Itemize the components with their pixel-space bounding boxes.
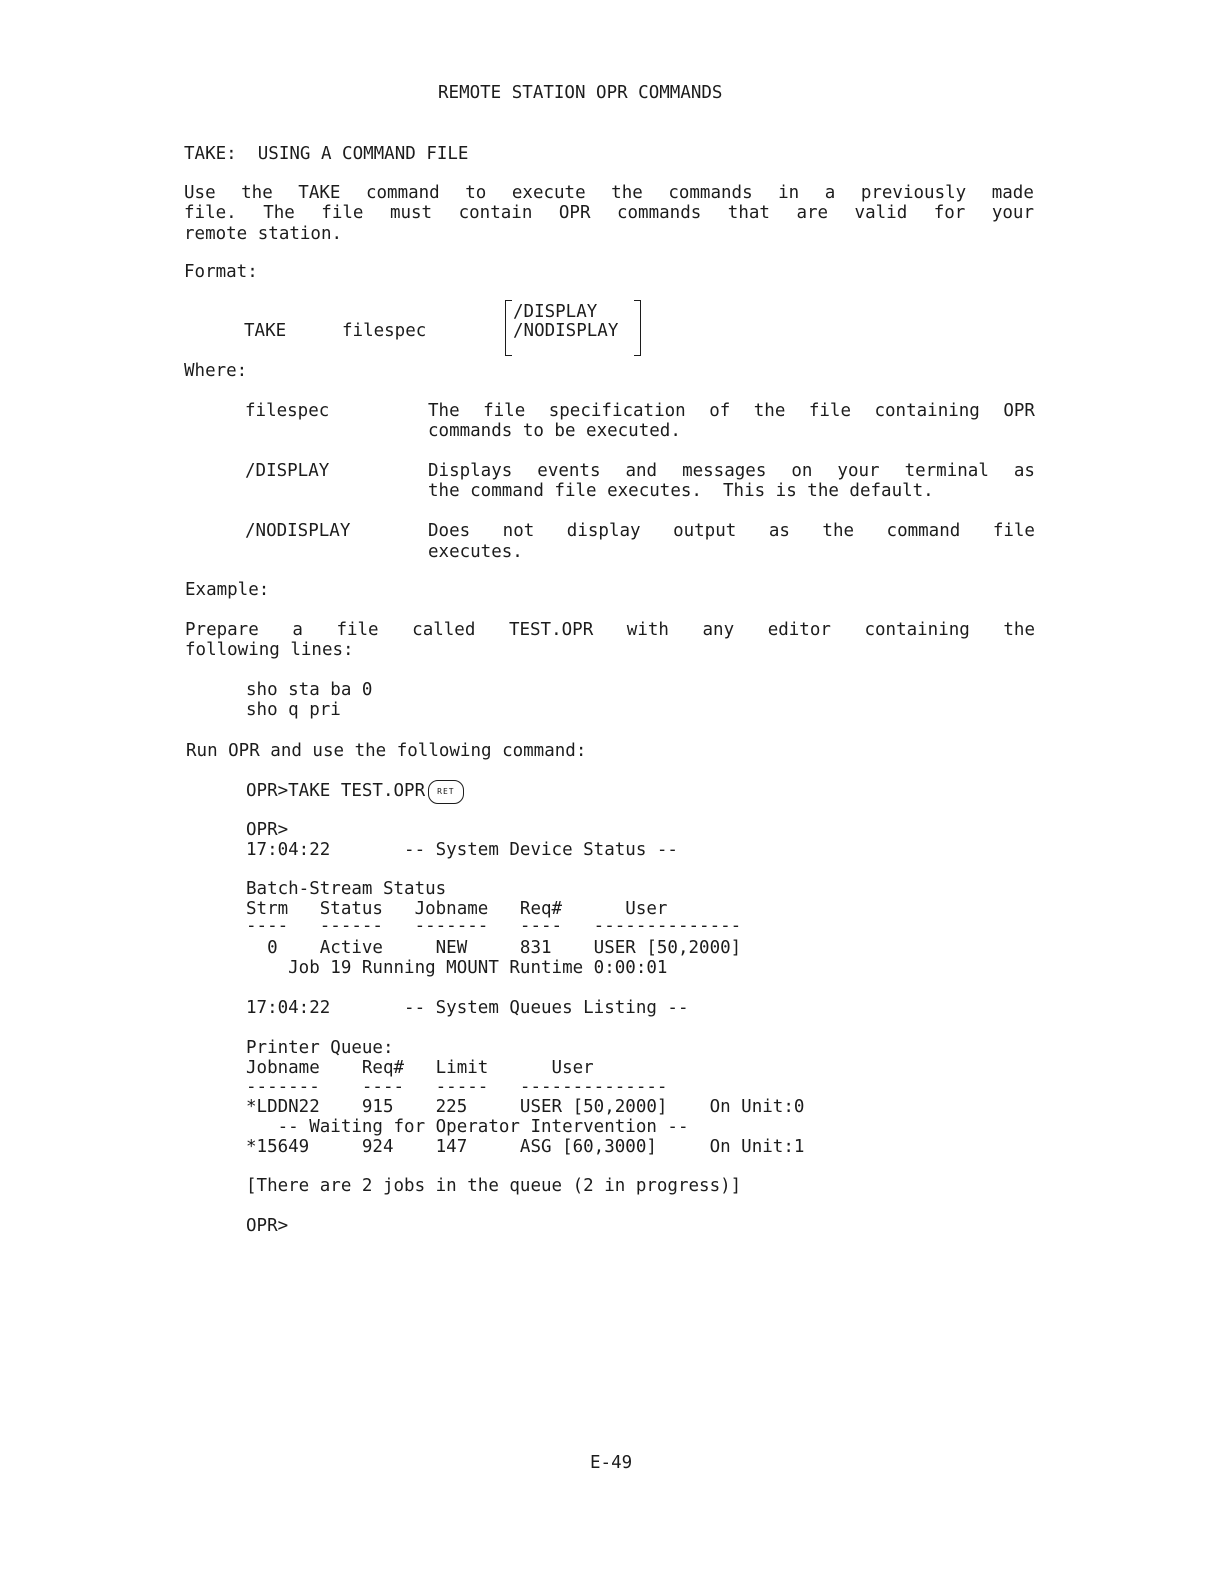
- switch-nodisplay: /NODISPLAY: [513, 321, 619, 341]
- word: with: [626, 620, 669, 640]
- format-label: Format:: [184, 262, 258, 282]
- word: file: [321, 203, 364, 223]
- where-term-nodisplay: /NODISPLAY: [245, 521, 351, 541]
- output-line: -- Waiting for Operator Intervention --: [246, 1117, 689, 1137]
- word: a: [292, 620, 303, 640]
- word: the: [1003, 620, 1035, 640]
- word: OPR: [558, 203, 591, 223]
- where-desc-nodisplay-line-2: executes.: [428, 542, 523, 562]
- word: your: [837, 461, 880, 481]
- word: file: [808, 401, 851, 421]
- output-line: 0 Active NEW 831 USER [50,2000]: [246, 938, 742, 958]
- output-line: Batch-Stream Status: [246, 879, 447, 899]
- word: specification: [548, 401, 686, 421]
- page-title: REMOTE STATION OPR COMMANDS: [438, 83, 723, 103]
- word: containing: [864, 620, 970, 640]
- output-line: *LDDN22 915 225 USER [50,2000] On Unit:0: [246, 1097, 805, 1117]
- word: display: [566, 521, 641, 541]
- word: as: [768, 521, 790, 541]
- word: valid: [854, 203, 908, 223]
- word: OPR: [1003, 401, 1035, 421]
- intro-line-2: [184, 203, 1034, 223]
- example-prepare-line-1: [185, 620, 1035, 640]
- example-file-line-1: sho sta ba 0: [246, 680, 373, 700]
- word: Prepare: [185, 620, 259, 640]
- where-label: Where:: [184, 361, 248, 381]
- word: The: [428, 401, 460, 421]
- example-run-text: Run OPR and use the following command:: [186, 741, 587, 761]
- word: any: [702, 620, 735, 640]
- word: and: [625, 461, 658, 481]
- word: of: [709, 401, 731, 421]
- example-command-line: [246, 780, 464, 804]
- word: messages: [682, 461, 767, 481]
- command-text: OPR>TAKE TEST.OPR: [246, 781, 426, 801]
- output-line: ------- ---- ----- --------------: [246, 1077, 668, 1097]
- word: TAKE: [298, 183, 341, 203]
- word: not: [502, 521, 535, 541]
- word: commands: [616, 203, 702, 223]
- word: the: [611, 183, 643, 203]
- word: commands: [668, 183, 753, 203]
- word: the: [822, 521, 855, 541]
- output-line: Job 19 Running MOUNT Runtime 0:00:01: [246, 958, 668, 978]
- word: TEST.OPR: [508, 620, 594, 640]
- intro-line-3: remote station.: [184, 224, 343, 244]
- word: execute: [511, 183, 586, 203]
- word: previously: [860, 183, 967, 203]
- word: file.: [184, 203, 237, 223]
- page-number: E-49: [590, 1453, 633, 1473]
- where-desc-filespec-line-2: commands to be executed.: [428, 421, 681, 441]
- word: contain: [458, 203, 533, 223]
- word: for: [933, 203, 966, 223]
- where-term-display: /DISPLAY: [245, 461, 330, 481]
- word: The: [263, 203, 295, 223]
- word: file: [992, 521, 1035, 541]
- word: the: [753, 401, 786, 421]
- output-line: OPR>: [246, 1216, 289, 1236]
- word: are: [796, 203, 829, 223]
- word: output: [673, 521, 737, 541]
- word: as: [1013, 461, 1035, 481]
- where-desc-display-line-2: the command file executes. This is the default.: [428, 481, 934, 501]
- output-line: OPR>: [246, 820, 289, 840]
- word: a: [824, 183, 836, 203]
- word: events: [537, 461, 601, 481]
- word: editor: [767, 620, 831, 640]
- example-label: Example:: [185, 580, 270, 600]
- word: called: [412, 620, 476, 640]
- word: in: [778, 183, 800, 203]
- word: made: [991, 183, 1034, 203]
- word: your: [991, 203, 1034, 223]
- switch-display: /DISPLAY: [513, 302, 598, 322]
- where-term-filespec: filespec: [245, 401, 330, 421]
- output-line: 17:04:22 -- System Device Status --: [246, 840, 678, 860]
- word: must: [389, 203, 433, 223]
- word: file: [483, 401, 526, 421]
- word: the: [241, 183, 273, 203]
- format-command: TAKE: [244, 321, 287, 341]
- format-argument: filespec: [342, 321, 427, 341]
- return-key-icon: RET: [428, 780, 463, 804]
- example-file-line-2: sho q pri: [246, 700, 341, 720]
- example-prepare-line-2: following lines:: [185, 640, 354, 660]
- output-line: 17:04:22 -- System Queues Listing --: [246, 998, 689, 1018]
- output-line: Strm Status Jobname Req# User: [246, 899, 668, 919]
- word: containing: [874, 401, 980, 421]
- where-desc-display-line-1: [428, 461, 1035, 481]
- word: to: [465, 183, 487, 203]
- word: that: [727, 203, 770, 223]
- word: Use: [184, 183, 216, 203]
- intro-line-1: [184, 183, 1034, 203]
- where-desc-nodisplay-line-1: [428, 521, 1035, 541]
- where-desc-filespec-line-1: [428, 401, 1035, 421]
- output-line: Printer Queue:: [246, 1038, 394, 1058]
- output-line: Jobname Req# Limit User: [246, 1058, 594, 1078]
- output-line: [There are 2 jobs in the queue (2 in progress)]: [246, 1176, 742, 1196]
- word: terminal: [904, 461, 989, 481]
- word: Does: [428, 521, 471, 541]
- word: Displays: [428, 461, 513, 481]
- section-heading: TAKE: USING A COMMAND FILE: [184, 144, 469, 164]
- output-line: ---- ------ ------- ---- --------------: [246, 916, 742, 936]
- word: command: [365, 183, 440, 203]
- word: command: [886, 521, 961, 541]
- output-line: *15649 924 147 ASG [60,3000] On Unit:1: [246, 1137, 805, 1157]
- word: file: [336, 620, 379, 640]
- word: on: [791, 461, 813, 481]
